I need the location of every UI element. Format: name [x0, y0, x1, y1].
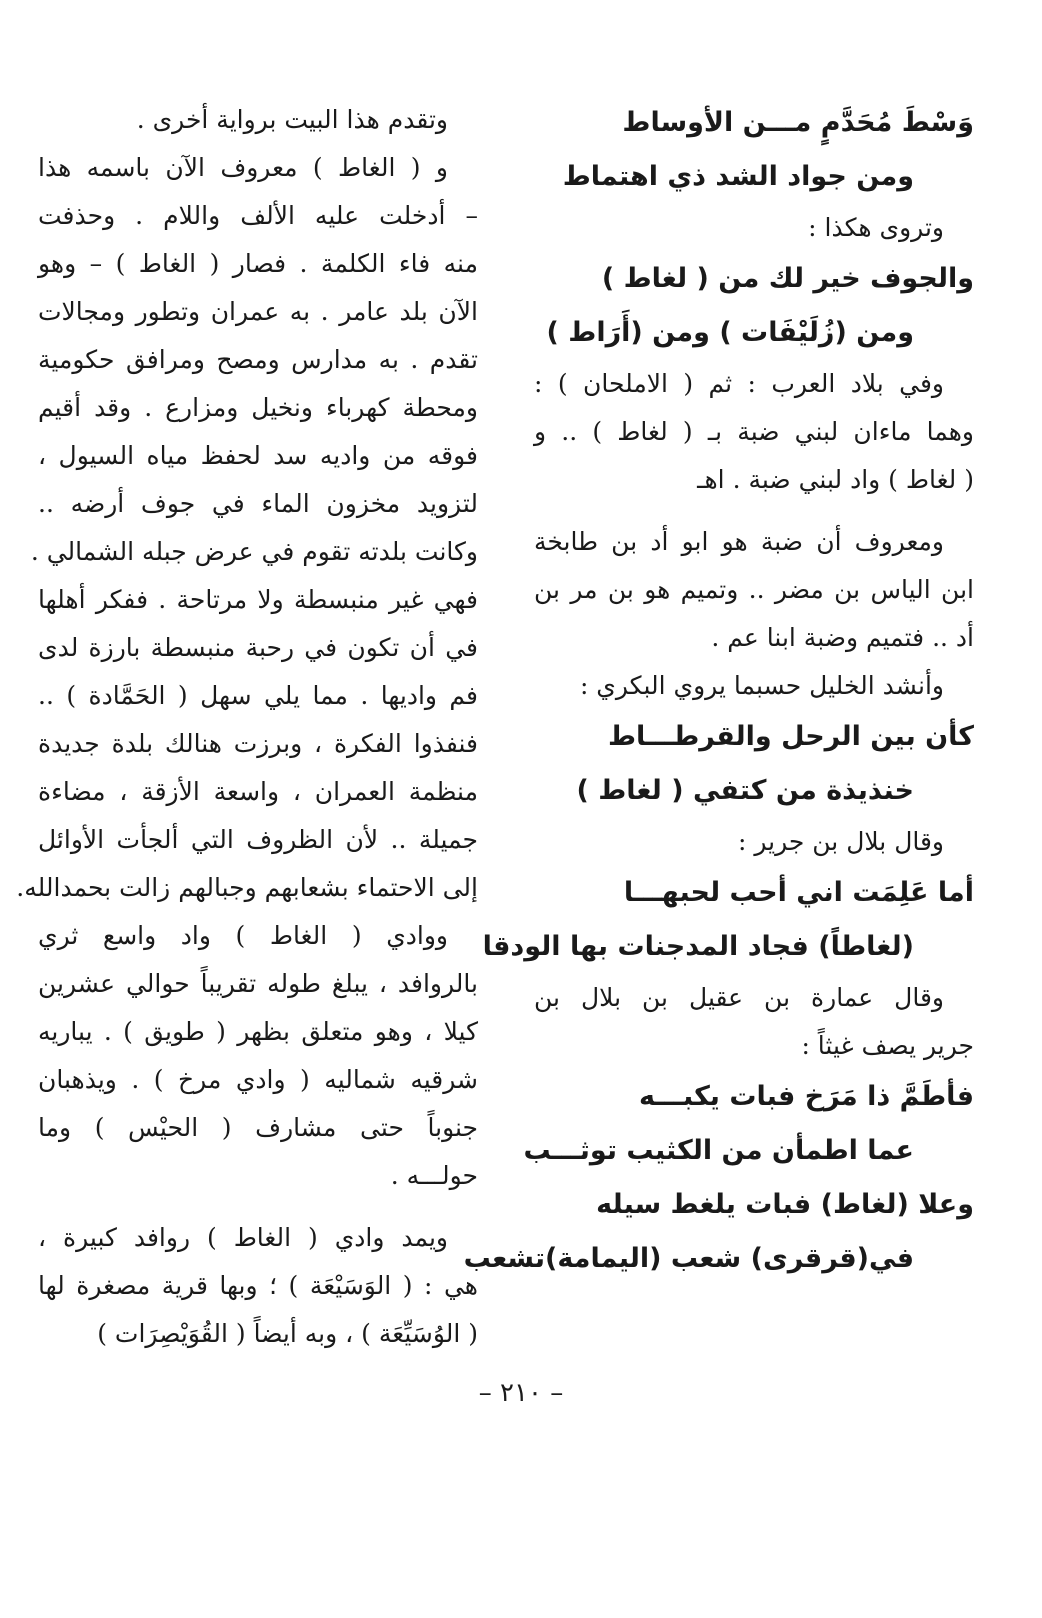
prose-line: ( الوُسَيِّعَة ) ، وبه أيضاً ( القُوَيْصِرَات ) [97, 1319, 478, 1348]
prose-line: ( لغاط ) واد لبني ضبة . اهـ [697, 465, 974, 494]
verse-hemistich: وَسْطَ مُحَدَّمٍ مـــن الأوساط [622, 107, 974, 138]
prose-line: وهما ماءان لبني ضبة بـ ( لغاط ) .. و [534, 417, 974, 446]
verse-hemistich: والجوف خير لك من ( لغاط ) [601, 263, 974, 294]
prose-line: فوقه من واديه سد لحفظ مياه السيول ، [38, 441, 478, 470]
prose-line: فهي غير منبسطة ولا مرتاحة . ففكر أهلها [38, 585, 478, 614]
right-column [463, 96, 974, 1286]
verse-hemistich: ومن (زُلَيْفَات ) ومن (أَرَاط ) [546, 317, 914, 348]
prose-line: وتروى هكذا : [808, 213, 944, 242]
verse-hemistich: في(قرقرى) شعب (اليمامة)تشعب [463, 1243, 914, 1274]
prose-line: فم واديها . مما يلي سهل ( الحَمَّادة ) .. [38, 681, 478, 710]
verse-hemistich: فأطَمَّ ذا مَرَخ فبات يكبـــه [639, 1081, 974, 1112]
verse-hemistich: عما اطمأن من الكثيب توثـــب [523, 1135, 914, 1166]
prose-line: جرير يصف غيثاً : [801, 1031, 974, 1060]
prose-line: جنوباً حتى مشارف ( الحيْس ) وما [38, 1113, 478, 1142]
prose-line: الآن بلد عامر . به عمران وتطور ومجالات [38, 297, 478, 326]
prose-line: لتزويد مخزون الماء في جوف أرضه .. [38, 489, 478, 518]
prose-line: أد .. فتميم وضبة ابنا عم . [711, 623, 974, 652]
prose-line: وأنشد الخليل حسبما يروي البكري : [579, 671, 944, 700]
prose-line: تقدم . به مدارس ومصح ومرافق حكومية [38, 345, 478, 374]
prose-line: هي : ( الوَسَيْعَة ) ؛ وبها قرية مصغرة لها [38, 1271, 478, 1300]
verse-hemistich: أما عَلِمَت اني أحب لحبهـــا [623, 877, 974, 908]
prose-line: ومحطة كهرباء ونخيل ومزارع . وقد أقيم [38, 393, 478, 422]
verse-hemistich: خنذيذة من كتفي ( لغاط ) [576, 775, 914, 806]
prose-line: وتقدم هذا البيت برواية أخرى . [136, 105, 448, 134]
prose-line: إلى الاحتماء بشعابهم وجبالهم زالت بحمدالله. [16, 873, 478, 902]
prose-line: وفي بلاد العرب : ثم ( الاملحان ) : [534, 369, 944, 398]
prose-line: جميلة .. لأن الظروف التي ألجأت الأوائل [38, 825, 478, 854]
prose-line: شرقيه شماليه ( وادي مرخ ) . ويذهبان [38, 1065, 478, 1094]
prose-line: كيلا ، وهو متعلق بظهر ( طويق ) . يباريه [38, 1017, 478, 1046]
prose-line: و ( الغاط ) معروف الآن باسمه هذا [38, 153, 448, 182]
verse-hemistich: وعلا (لغاط) فبات يلغط سيله [596, 1189, 974, 1220]
paragraph-gap [38, 1200, 478, 1214]
prose-line: – أدخلت عليه الألف واللام . وحذفت [38, 201, 478, 230]
prose-line: بالروافد ، يبلغ طوله تقريباً حوالي عشرين [38, 969, 478, 998]
prose-line: وكانت بلدته تقوم في عرض جبله الشمالي . [30, 537, 478, 566]
verse-hemistich: (لغاطاً) فجاد المدجنات بها الودقا [482, 931, 914, 962]
prose-line: فنفذوا الفكرة ، وبرزت هنالك بلدة جديدة [38, 729, 478, 758]
paragraph-gap [534, 504, 974, 518]
prose-line: منظمة العمران ، واسعة الأزقة ، مضاءة [38, 777, 478, 806]
prose-line: ويمد وادي ( الغاط ) روافد كبيرة ، [38, 1223, 448, 1252]
prose-line: منه فاء الكلمة . فصار ( الغاط ) – وهو [38, 249, 478, 278]
prose-line: وقال عمارة بن عقيل بن بلال بن [534, 983, 944, 1012]
left-column [16, 96, 478, 1358]
page-number: – ٢١٠ – [478, 1378, 564, 1408]
verse-hemistich: كأن بين الرحل والقرطـــاط [608, 721, 974, 752]
prose-line: ابن الياس بن مضر .. وتميم هو بن مر بن [534, 575, 974, 604]
verse-hemistich: ومن جواد الشد ذي اهتماط [562, 161, 914, 192]
prose-line: ووادي ( الغاط ) واد واسع ثري [38, 921, 448, 950]
prose-line: حولـــه . [390, 1161, 478, 1190]
prose-line: ومعروف أن ضبة هو ابو أد بن طابخة [534, 527, 944, 556]
prose-line: في أن تكون في رحبة منبسطة بارزة لدى [38, 633, 478, 662]
prose-line: وقال بلال بن جرير : [737, 827, 944, 856]
